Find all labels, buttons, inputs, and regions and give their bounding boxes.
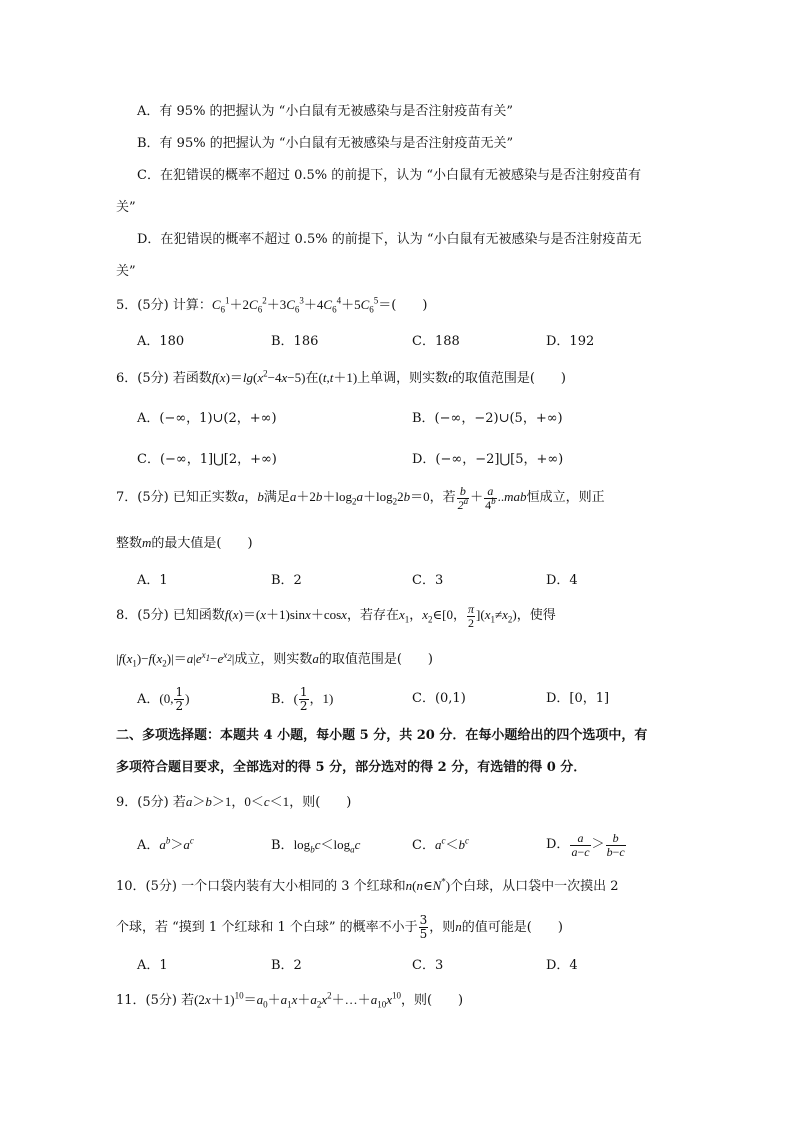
q4-option-d-line1: D．在犯错误的概率不超过 0.5% 的前提下，认为 “小白鼠有无被感染与是否注射疫苗无 bbox=[137, 232, 642, 247]
q8-line2-suffix: 成立，则实数 bbox=[234, 652, 313, 667]
q9-prefix: 9．(5分) 若 bbox=[116, 795, 186, 810]
q10-option-a: A．1 bbox=[137, 958, 168, 973]
q7-line2-suffix: 的最大值是( ) bbox=[151, 536, 253, 551]
q11-stem bbox=[116, 991, 463, 1010]
q8-stem-line1: 8．(5分) 已知函数f(x)＝(x＋1)sinx＋cosx，若存在$x_1$，$x_2\in[0$， $\frac{\pi}{2}$ ]$(x_1\ne x_2)$，使得 bbox=[116, 601, 556, 630]
q6-option-c: C．(−∞，1]⋃[2，+∞) bbox=[137, 452, 277, 467]
q8-domain: $x_2\in[0$， $\frac{\pi}{2}$ ]$(x_1\ne x_2)$ bbox=[422, 601, 517, 630]
q4-option-b: B．有 95% 的把握认为 “小白鼠有无被感染与是否注射疫苗无关” bbox=[137, 136, 514, 151]
q5-option-d: D．192 bbox=[546, 334, 595, 349]
q4-option-c-line1: C．在犯错误的概率不超过 0.5% 的前提下，认为 “小白鼠有无被感染与是否注射疫苗有 bbox=[137, 168, 642, 183]
q5-prefix: 5．(5分) 计算： bbox=[116, 298, 212, 313]
q10-line2-b: ，则 bbox=[429, 920, 456, 935]
q4-option-a: A．有 95% 的把握认为 “小白鼠有无被感染与是否注射疫苗有关” bbox=[137, 104, 513, 119]
q7-option-a: A．1 bbox=[137, 573, 168, 588]
q7-option-b: B．2 bbox=[271, 573, 302, 588]
q8-stem-line2: $|f(x_1)-f(x_2)|=a|e^{x_1}-e^{x_2}|$成立，则实数a的取值范围是( ) bbox=[116, 649, 434, 669]
q8-prefix: 8．(5分) 已知函数 bbox=[116, 608, 225, 623]
q7-stem-line2: 整数m的最大值是( ) bbox=[116, 535, 253, 551]
q11-prefix: 11．(5分) 若 bbox=[116, 993, 195, 1008]
q11-expansion: $(2x+1)^{10}=a_0+a_1x+a_2x^2+\dots+a_{10}x^{10}$ bbox=[194, 990, 401, 1010]
q7-prefix: 7．(5分) 已知正实数 bbox=[116, 490, 238, 505]
q7-option-c: C．3 bbox=[412, 573, 444, 588]
q10-stem-line2: 个球，若 “摸到 1 个红球和 1 个白球” 的概率不小于 $\frac{3}{5}$ ，则n的值可能是( ) bbox=[116, 913, 563, 941]
q8-option-a: A．(0, $\frac{1}{2}$ ) bbox=[137, 685, 190, 713]
q10-line1-b: 个白球，从口袋中一次摸出 2 bbox=[450, 879, 619, 894]
q9-option-a: A．$a^b>a^c$ bbox=[137, 835, 194, 853]
q7-option-d: D．4 bbox=[546, 573, 578, 588]
q7-mid1: 满足 bbox=[263, 490, 290, 505]
q8-option-d: D．[0，1] bbox=[546, 691, 610, 706]
q8-mid3: ，使得 bbox=[516, 608, 556, 623]
q7-stem-line1: 7．(5分) 已知正实数a，b满足$a+2b+\log_2a+\log_22b=0$，若 $\frac{b}{2^a}$ ＋ $\frac{a}{4^b}$ ..mab恒成立，则正 bbox=[116, 483, 605, 512]
q10-option-b: B．2 bbox=[271, 958, 302, 973]
q5-option-b: B．186 bbox=[271, 334, 319, 349]
q5-stem bbox=[116, 296, 427, 315]
q8-mid2: ， bbox=[409, 608, 423, 623]
q10-option-d: D．4 bbox=[546, 958, 578, 973]
q5-option-c: C．188 bbox=[412, 334, 460, 349]
q9-option-b: B．$\log_bc<\log_ac$ bbox=[271, 837, 361, 855]
q9-suffix: ，则( ) bbox=[289, 795, 352, 810]
q6-option-b: B．(−∞，−2)∪(5，+∞) bbox=[412, 411, 563, 426]
q7-mid3: 恒成立，则正 bbox=[526, 490, 605, 505]
q10-stem-line1: 10．(5分) 一个口袋内装有大小相同的 3 个红球和n(n∈N*)个白球，从口袋中一次摸出 2 bbox=[116, 876, 619, 894]
q8-condition: $|f(x_1)-f(x_2)|=a|e^{x_1}-e^{x_2}|$ bbox=[116, 649, 235, 669]
q9-option-d: D． $\frac{a}{a-c}$ ＞ $\frac{b}{b-c}$ bbox=[546, 830, 625, 859]
q7-sep: ， bbox=[244, 490, 258, 505]
q11-suffix: ，则( ) bbox=[400, 993, 464, 1008]
q6-mid2: 上单调，则实数 bbox=[357, 371, 449, 386]
q10-line2-c: 的值可能是( ) bbox=[461, 920, 563, 935]
q6-option-d: D．(−∞，−2]⋃[5，+∞) bbox=[412, 452, 564, 467]
q6-var: t bbox=[448, 370, 452, 385]
q8-function: f(x)＝(x＋1)sinx＋cosx bbox=[224, 607, 347, 622]
section2-heading-line2: 多项符合题目要求，全部选对的得 5 分，部分选对的得 2 分，有选错的得 0 分． bbox=[116, 760, 587, 775]
q8-mid1: ，若存在 bbox=[346, 608, 399, 623]
q6-stem bbox=[116, 369, 566, 388]
q10-line1-a: 10．(5分) 一个口袋内装有大小相同的 3 个红球和 bbox=[116, 879, 406, 894]
q5-expression: $C_6^1+2C_6^2+3C_6^3+4C_6^4+5C_6^5$ bbox=[211, 295, 379, 315]
q10-option-c: C．3 bbox=[412, 958, 444, 973]
q9-option-c: C．$a^c<b^c$ bbox=[412, 835, 469, 853]
q5-suffix: ＝( ) bbox=[378, 298, 428, 313]
q6-option-a: A．(−∞，1)∪(2，+∞) bbox=[137, 411, 277, 426]
q4-option-d-line2: 关” bbox=[116, 264, 136, 279]
q7-line2-prefix: 整数 bbox=[116, 536, 143, 551]
q6-suffix: 的取值范围是( ) bbox=[451, 371, 566, 386]
q6-function: $f(x)=\lg(x^2-4x-5)$ bbox=[211, 368, 306, 385]
q7-inequality: $\frac{b}{2^a}$ ＋ $\frac{a}{4^b}$ ..mab bbox=[457, 483, 527, 512]
q9-stem: 9．(5分) 若a＞b＞1，0＜c＜1，则( ) bbox=[116, 794, 352, 810]
q8-option-b: B．( $\frac{1}{2}$ ，1) bbox=[271, 685, 334, 713]
section2-heading-line1: 二、多项选择题：本题共 4 小题，每小题 5 分，共 20 分．在每小题给出的四个选项中，有 bbox=[116, 728, 648, 743]
q7-condition: $a+2b+\log_2a+\log_22b=0$ bbox=[289, 489, 430, 507]
q8-option-c: C．(0,1) bbox=[412, 691, 466, 706]
q6-prefix: 6．(5分) 若函数 bbox=[116, 371, 212, 386]
q4-option-c-line2: 关” bbox=[116, 200, 136, 215]
q6-interval: (t,t＋1) bbox=[318, 370, 358, 385]
q10-line2-a: 个球，若 “摸到 1 个红球和 1 个白球” 的概率不小于 bbox=[116, 920, 418, 935]
q7-mid2: ，若 bbox=[429, 490, 456, 505]
q9-mid: ， bbox=[231, 795, 245, 810]
q6-mid1: 在 bbox=[305, 371, 319, 386]
q8-line2-end: 的取值范围是( ) bbox=[318, 652, 434, 667]
q5-option-a: A．180 bbox=[137, 334, 185, 349]
